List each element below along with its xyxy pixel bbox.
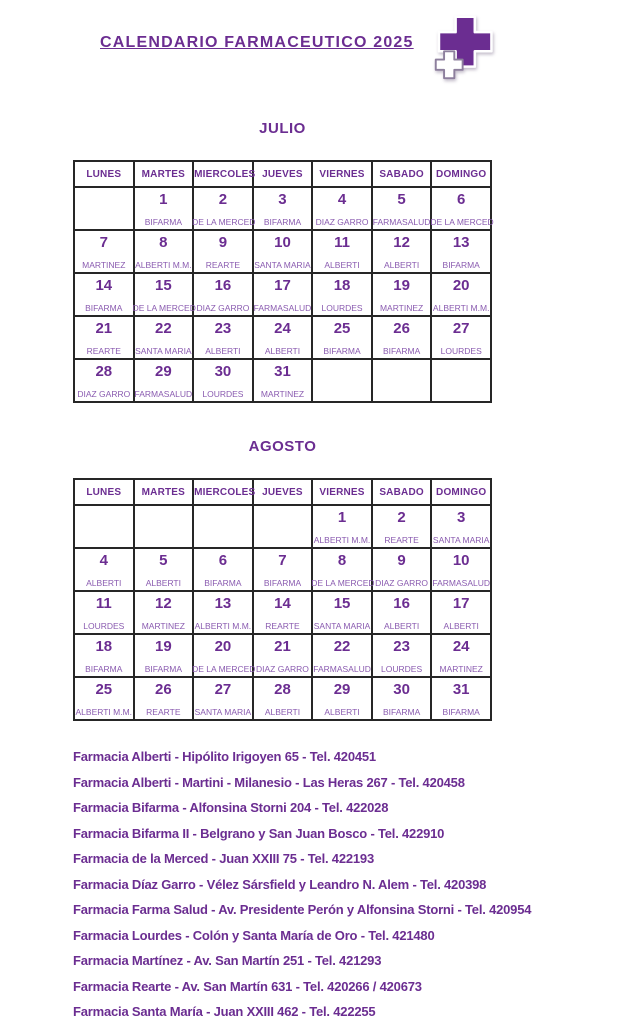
day-pharmacy: SANTA MARIA (135, 345, 192, 356)
day-pharmacy: SANTA MARIA (194, 706, 252, 717)
day-number: 2 (218, 191, 228, 208)
day-pharmacy: DIAZ GARRO (256, 663, 309, 674)
calendar-cell (372, 316, 432, 359)
day-header: LUNES (74, 479, 134, 505)
calendar-cell (193, 591, 253, 634)
day-number: 31 (452, 681, 470, 698)
calendar-cell (431, 591, 491, 634)
day-pharmacy: ALBERTI (86, 577, 122, 588)
day-header: LUNES (74, 161, 134, 187)
day-number: 17 (274, 277, 291, 294)
day-pharmacy: DE LA MERCED (311, 577, 375, 588)
calendar-cell (74, 230, 134, 273)
day-number: 24 (452, 638, 470, 655)
day-pharmacy: MARTINEZ (260, 388, 305, 399)
day-header: MIERCOLES (193, 479, 253, 505)
day-header: MIERCOLES (193, 161, 253, 187)
day-header: DOMINGO (431, 161, 491, 187)
day-number: 22 (333, 638, 351, 655)
day-header: SABADO (372, 479, 432, 505)
calendar-cell (372, 505, 432, 548)
calendar-cell (372, 634, 432, 677)
calendar-cell (431, 273, 491, 316)
day-number: 9 (218, 234, 228, 251)
calendar-cell (74, 316, 134, 359)
calendar-week-row (74, 505, 491, 548)
calendar-cell (431, 634, 491, 677)
calendar-cell (74, 677, 134, 720)
calendar-cell (74, 359, 134, 402)
calendar-week-row (74, 273, 491, 316)
day-number: 1 (159, 191, 168, 208)
calendar-cell (193, 505, 253, 548)
calendar-cell (74, 273, 134, 316)
day-number: 27 (452, 320, 470, 337)
day-number: 16 (393, 595, 410, 612)
day-number: 18 (333, 277, 351, 294)
calendar-table-julio (73, 160, 492, 403)
calendar-cell (253, 230, 313, 273)
day-header: SABADO (372, 161, 432, 187)
calendar-cell (372, 591, 432, 634)
day-pharmacy: LOURDES (381, 663, 423, 674)
day-number: 13 (214, 595, 232, 612)
pharmacy-list-item: Farmacia Díaz Garro - Vélez Sársfield y Leandro N. Alem - Tel. 420398 (73, 876, 487, 892)
day-pharmacy: MARTINEZ (439, 663, 483, 674)
calendar-cell (193, 359, 253, 402)
calendar-cell (193, 548, 253, 591)
calendar-cell (312, 505, 372, 548)
day-number: 23 (214, 320, 232, 337)
day-number: 31 (274, 363, 291, 380)
calendar-cell (192, 634, 256, 677)
day-pharmacy: BIFARMA (442, 706, 480, 717)
calendar-cell (134, 548, 194, 591)
day-pharmacy: FARMASALUD (134, 388, 193, 399)
calendar-cell (431, 316, 491, 359)
pharmacy-list-item: Farmacia de la Merced - Juan XXIII 75 - Tel. 422193 (73, 851, 374, 866)
day-pharmacy: REARTE (205, 259, 241, 270)
pharmacy-list-item: Farmacia Alberti - Martini - Milanesio - Las Heras 267 - Tel. 420458 (73, 774, 465, 790)
day-pharmacy: ALBERTI (324, 259, 360, 270)
day-pharmacy: LOURDES (202, 388, 244, 399)
calendar-cell (312, 359, 372, 402)
day-pharmacy: ALBERTI M.M. (313, 534, 371, 545)
day-number: 10 (274, 234, 291, 251)
calendar-cell (312, 591, 372, 634)
calendar-cell (431, 230, 491, 273)
calendar-cell (372, 230, 432, 273)
day-number: 25 (333, 320, 351, 337)
day-pharmacy: SANTA MARIA (313, 620, 371, 631)
day-number: 17 (452, 595, 470, 612)
calendar-cell (312, 230, 372, 273)
day-pharmacy: ALBERTI M.M. (135, 259, 192, 270)
calendar-cell (253, 505, 313, 548)
day-pharmacy: ALBERTI (383, 620, 420, 631)
day-number: 19 (155, 638, 172, 655)
calendar-cell (431, 505, 491, 548)
day-header: MARTES (134, 161, 194, 187)
day-header: JUEVES (253, 161, 313, 187)
calendar-cell (74, 505, 134, 548)
calendar-cell (253, 273, 313, 316)
day-number: 12 (393, 234, 410, 251)
day-pharmacy: DE LA MERCED (132, 302, 196, 313)
calendar-cell (134, 316, 194, 359)
day-pharmacy: DE LA MERCED (192, 663, 256, 674)
day-pharmacy: MARTINEZ (141, 620, 185, 631)
day-pharmacy: BIFARMA (263, 577, 302, 588)
day-number: 4 (337, 191, 347, 208)
day-number: 8 (159, 234, 168, 251)
calendar-cell (192, 187, 256, 230)
calendar-cell (193, 230, 253, 273)
day-number: 18 (95, 638, 113, 655)
day-number: 24 (274, 320, 291, 337)
cross-icon (430, 13, 494, 87)
calendar-week-row (74, 359, 491, 402)
calendar-week-row (74, 316, 491, 359)
calendar-cell (253, 548, 313, 591)
day-number: 9 (397, 552, 406, 569)
pharmacy-list (73, 744, 613, 1024)
calendar-cell (253, 187, 313, 230)
month-title-agosto: AGOSTO (248, 438, 317, 455)
day-number: 26 (155, 681, 172, 698)
day-number: 19 (393, 277, 410, 294)
day-number: 4 (99, 552, 108, 569)
day-number: 14 (95, 277, 113, 294)
pharmacy-cross-logo (430, 13, 494, 87)
calendar-cell (253, 359, 313, 402)
calendar-table-agosto (73, 478, 492, 721)
calendar-week-row (74, 187, 491, 230)
calendar-week-row (74, 634, 491, 677)
pharmacy-list-item: Farmacia Martínez - Av. San Martín 251 - Tel. 421293 (73, 953, 382, 968)
day-number: 30 (214, 363, 232, 380)
day-pharmacy: DE LA MERCED (430, 216, 494, 227)
calendar-week-row (74, 591, 491, 634)
day-pharmacy: ALBERTI (264, 706, 301, 717)
calendar-cell (74, 591, 134, 634)
day-number: 15 (155, 277, 172, 294)
pharmacy-list-item: Farmacia Bifarma - Alfonsina Storni 204 - Tel. 422028 (73, 800, 389, 815)
day-number: 20 (452, 277, 470, 294)
calendar-cell (134, 273, 194, 316)
day-number: 25 (95, 681, 113, 698)
calendar-cell (253, 677, 313, 720)
day-number: 7 (99, 234, 108, 251)
day-pharmacy: FARMASALUD (432, 577, 490, 588)
calendar-cell (312, 187, 372, 230)
calendar-cell (193, 677, 253, 720)
day-number: 13 (452, 234, 470, 251)
calendar-cell (134, 505, 194, 548)
day-header: DOMINGO (431, 479, 491, 505)
day-number: 2 (397, 509, 406, 526)
day-pharmacy: ALBERTI (264, 345, 301, 356)
calendar-cell (253, 634, 313, 677)
pharmacy-list-item: Farmacia Lourdes - Colón y Santa María de Oro - Tel. 421480 (73, 927, 435, 943)
day-number: 1 (337, 509, 347, 526)
day-pharmacy: BIFARMA (85, 302, 123, 313)
day-pharmacy: BIFARMA (204, 577, 242, 588)
day-header: MARTES (134, 479, 194, 505)
day-number: 8 (337, 552, 347, 569)
month-title-julio: JULIO (259, 120, 306, 137)
day-pharmacy: ALBERTI (145, 577, 181, 588)
calendar-cell (134, 230, 194, 273)
calendar-cell (134, 634, 194, 677)
day-number: 29 (333, 681, 351, 698)
day-number: 5 (397, 191, 406, 208)
pharmacy-list-item: Farmacia Farma Salud - Av. Presidente Perón y Alfonsina Storni - Tel. 420954 (73, 902, 532, 917)
calendar-cell (312, 316, 372, 359)
calendar-cell (312, 634, 372, 677)
day-pharmacy: ALBERTI (324, 706, 360, 717)
day-pharmacy: DIAZ GARRO (315, 216, 369, 227)
day-header: JUEVES (253, 479, 313, 505)
day-pharmacy: BIFARMA (144, 216, 182, 227)
calendar-cell (431, 677, 491, 720)
day-pharmacy: FARMASALUD (253, 302, 312, 313)
day-pharmacy: DIAZ GARRO (77, 388, 131, 399)
calendar-cell (134, 677, 194, 720)
calendar-cell (312, 273, 372, 316)
day-pharmacy: LOURDES (83, 620, 125, 631)
day-pharmacy: REARTE (265, 620, 300, 631)
day-number: 5 (159, 552, 168, 569)
day-number: 12 (155, 595, 172, 612)
calendar-cell (193, 273, 253, 316)
calendar-cell (430, 187, 494, 230)
calendar-cell (74, 187, 134, 230)
page-title: CALENDARIO FARMACEUTICO 2025 (100, 34, 414, 51)
day-number: 26 (393, 320, 410, 337)
day-number: 6 (218, 552, 228, 569)
day-pharmacy: BIFARMA (144, 663, 182, 674)
day-pharmacy: BIFARMA (442, 259, 480, 270)
day-number: 14 (274, 595, 291, 612)
day-pharmacy: LOURDES (440, 345, 482, 356)
day-number: 28 (274, 681, 291, 698)
day-number: 6 (457, 191, 466, 208)
day-pharmacy: FARMASALUD (372, 216, 431, 227)
day-pharmacy: DIAZ GARRO (375, 577, 429, 588)
calendar-cell (372, 273, 432, 316)
calendar-cell (431, 359, 491, 402)
day-pharmacy: MARTINEZ (379, 302, 424, 313)
day-pharmacy: SANTA MARIA (432, 534, 490, 545)
day-pharmacy: ALBERTI M.M. (432, 302, 490, 313)
day-pharmacy: ALBERTI (383, 259, 420, 270)
calendar-cell (193, 316, 253, 359)
day-pharmacy: BIFARMA (382, 345, 421, 356)
day-pharmacy: DE LA MERCED (192, 216, 256, 227)
day-number: 20 (214, 638, 232, 655)
day-pharmacy: MARTINEZ (82, 259, 126, 270)
day-number: 16 (214, 277, 232, 294)
day-number: 27 (214, 681, 232, 698)
day-pharmacy: LOURDES (321, 302, 363, 313)
day-header: VIERNES (312, 479, 372, 505)
pharmacy-list-item: Farmacia Santa María - Juan XXIII 462 - Tel. 422255 (73, 1004, 376, 1019)
day-pharmacy: SANTA MARIA (254, 259, 311, 270)
day-pharmacy: BIFARMA (323, 345, 361, 356)
day-pharmacy: ALBERTI M.M. (75, 706, 133, 717)
day-number: 29 (155, 363, 172, 380)
calendar-cell (74, 634, 134, 677)
day-number: 28 (95, 363, 113, 380)
day-pharmacy: REARTE (384, 534, 419, 545)
day-number: 3 (457, 509, 466, 526)
calendar-week-row (74, 677, 491, 720)
day-number: 30 (393, 681, 410, 698)
calendar-cell (372, 187, 432, 230)
day-number: 15 (333, 595, 351, 612)
day-number: 7 (278, 552, 287, 569)
day-pharmacy: ALBERTI (205, 345, 241, 356)
calendar-cell (134, 187, 194, 230)
day-pharmacy: REARTE (86, 345, 121, 356)
day-pharmacy: DIAZ GARRO (196, 302, 250, 313)
calendar-cell (253, 591, 313, 634)
day-pharmacy: ALBERTI (443, 620, 479, 631)
day-number: 11 (334, 234, 350, 251)
calendar-cell (372, 677, 432, 720)
day-number: 21 (274, 638, 291, 655)
calendar-cell (431, 548, 491, 591)
calendar-week-row (74, 548, 491, 591)
day-number: 11 (95, 595, 112, 612)
calendar-cell (312, 677, 372, 720)
day-header-row (74, 479, 491, 505)
calendar-cell (311, 548, 375, 591)
calendar-cell (372, 548, 432, 591)
day-number: 10 (452, 552, 470, 569)
calendar-week-row (74, 230, 491, 273)
day-number: 22 (155, 320, 172, 337)
day-pharmacy: FARMASALUD (313, 663, 371, 674)
day-pharmacy: ALBERTI M.M. (194, 620, 252, 631)
day-pharmacy: BIFARMA (382, 706, 421, 717)
day-header: VIERNES (312, 161, 372, 187)
day-number: 3 (278, 191, 287, 208)
pharmacy-list-item: Farmacia Bifarma II - Belgrano y San Juan Bosco - Tel. 422910 (73, 825, 445, 841)
pharmacy-list-item: Farmacia Rearte - Av. San Martín 631 - Tel. 420266 / 420673 (73, 978, 422, 994)
calendar-cell (372, 359, 432, 402)
day-number: 21 (95, 320, 113, 337)
calendar-cell (134, 359, 194, 402)
calendar-cell (253, 316, 313, 359)
day-pharmacy: BIFARMA (263, 216, 302, 227)
day-number: 23 (393, 638, 410, 655)
calendar-cell (134, 591, 194, 634)
pharmacy-list-item: Farmacia Alberti - Hipólito Irigoyen 65 - Tel. 420451 (73, 749, 376, 764)
day-header-row (74, 161, 491, 187)
calendar-cell (74, 548, 134, 591)
day-pharmacy: BIFARMA (85, 663, 123, 674)
day-pharmacy: REARTE (146, 706, 181, 717)
